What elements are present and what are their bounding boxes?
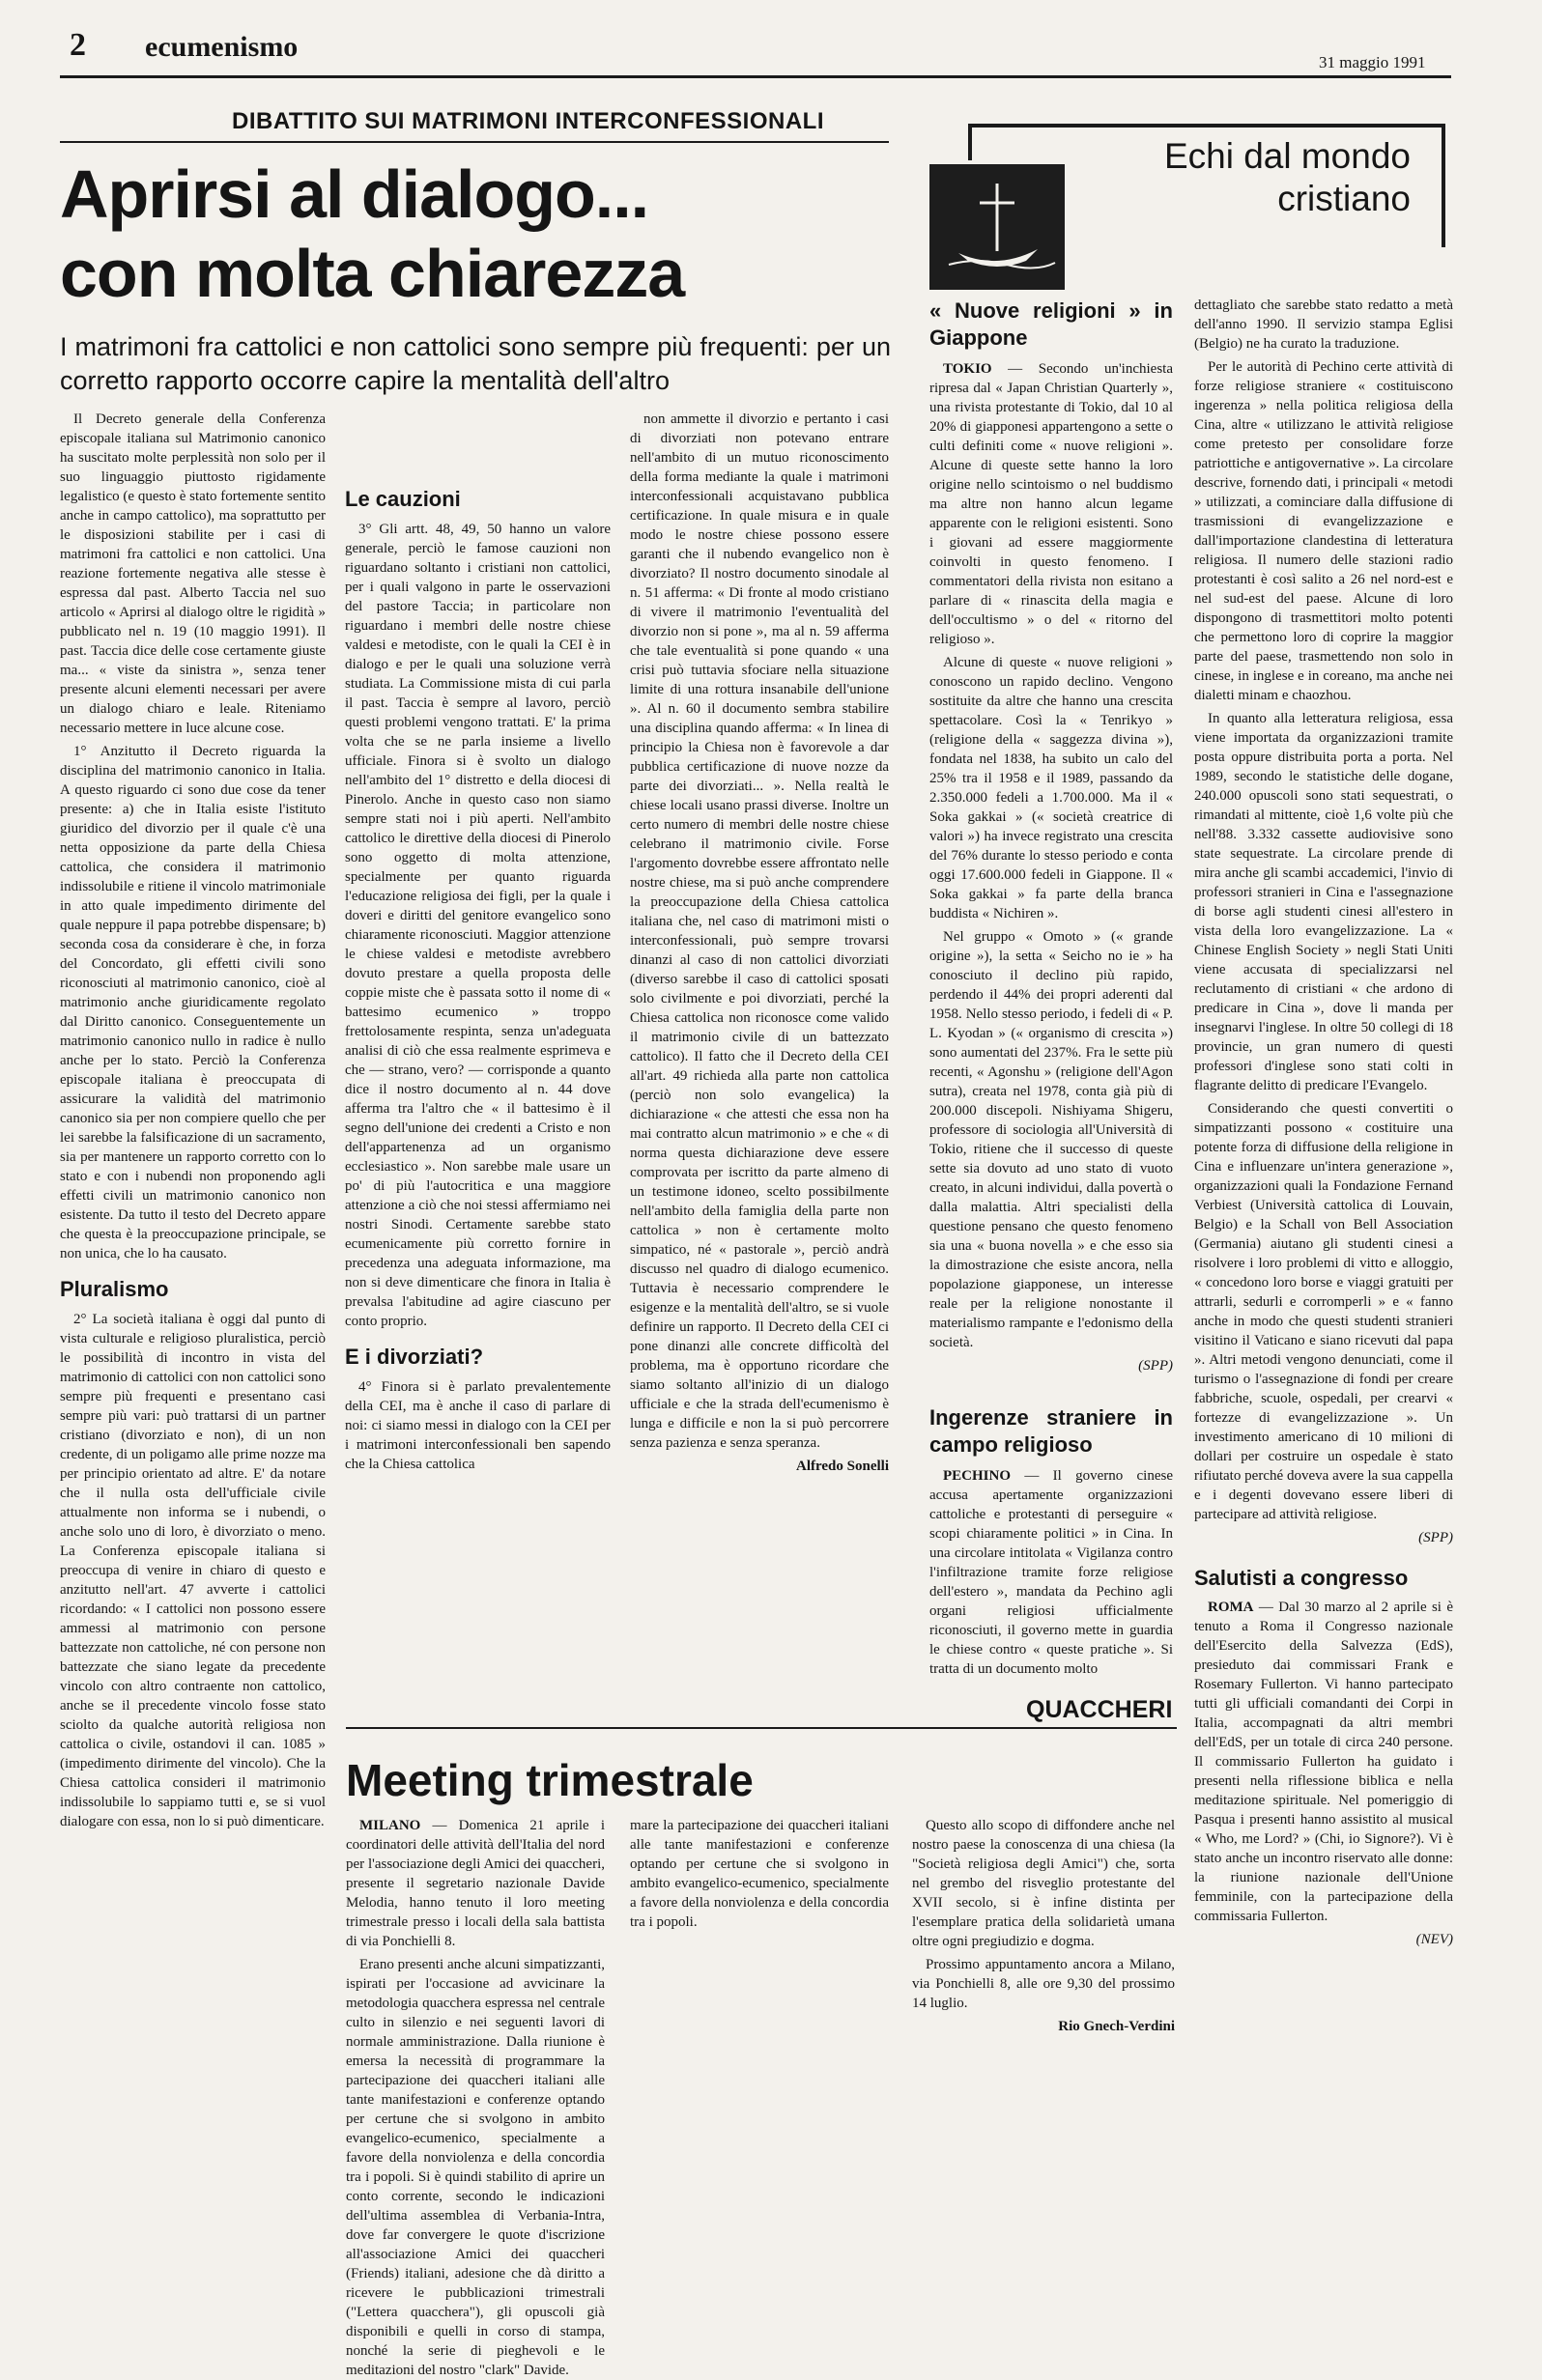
paragraph: mare la partecipazione dei quaccheri italiani alle tante manifestazioni e conferenze optando per certune che si svolgono in ambito evangelico-ecumenico, specialmente a favore della nonviolenza e della concordia tra i popoli. xyxy=(630,1818,889,1930)
echi-title-line-1: Echi dal mondo xyxy=(1163,136,1411,176)
article-subtitle: I matrimoni fra cattolici e non cattolici sono sempre più frequenti: per un corretto rapporto occorre capire la mentalità dell'altro xyxy=(60,332,891,395)
subheading-cauzioni: Le cauzioni xyxy=(345,487,461,511)
paragraph: dettagliato che sarebbe stato redatto a metà dell'anno 1990. Il servizio stampa Eglisi (Belgio) ne ha curato la traduzione. xyxy=(1194,298,1453,352)
paragraph xyxy=(929,1466,1173,1679)
paragraph: 4° Finora si è parlato prevalentemente della CEI, ma è anche il caso di parlare di noi: ci siamo messi in dialogo con la CEI per i matrimoni interconfessionali ben sapendo che la Chiesa cattolica xyxy=(345,1379,611,1472)
giappone-title: « Nuove religioni » in Giappone xyxy=(929,298,1173,350)
paragraph: 1° Anzitutto il Decreto riguarda la disciplina del matrimonio canonico in Italia. A questo riguardo ci sono due cose da tener presente: a) che in Italia esiste l'istituto giuridico del divorzio per il quale c'è una netta opposizione da parte della Chiesa cattolica, che considera il matrimonio indissolubile e ritiene il vincolo matrimoniale in atto quale impedimento dirimente del quale neppure il papa potrebbe dispensare; b) seconda cosa da considerare è che, in forza del Concordato, gli effetti civili sono riconosciuti al matrimonio canonico, cioè al matrimonio anche giuridicamente regolato dal Diritto canonico. Conseguentemente un matrimonio canonico nullo in radice è nullo anche per lo stato. Perciò la Conferenza episcopale italiana è preoccupata di assicurare la validità del matrimonio canonico sia per non compiere quello che per lei sarebbe la falsificazione di un sacramento, sia per mantenere un rapporto corretto con lo stato e con i nubendi non proponendo agli effetti civili un matrimonio canonico non esistente. Da tutto il testo del Decreto appare che questa è la preoccupazione principale, se non unica, che lo ha causato. xyxy=(60,744,326,1261)
article-column-3 xyxy=(630,410,889,1665)
quaccheri-column-1 xyxy=(346,1816,605,2378)
paragraph: 3° Gli artt. 48, 49, 50 hanno un valore generale, perciò le famose cauzioni non riguardano soltanto i cristiani non cattolici, per i quali valgono in parte le osservazioni del pastore Taccia; in particolare non riguardano i membri delle nostre chiese valdesi e metodiste, con le quali la CEI è in dialogo e per le quali una soluzione verrà studiata. La Commissione mista di cui parla il past. Taccia è sempre al lavoro, perciò questi problemi vengono trattati. E' la prima volta che se ne parla insieme a livello ufficiale. Finora si è svolto un dialogo nell'ambito del 1° distretto e della diocesi di Pinerolo. Anche in questo caso non siamo sempre stati noi i più aperti. Nell'ambito cattolico le direttive della diocesi di Pinerolo sono oggetto di molta attenzione, specialmente per quanto riguarda l'educazione religiosa dei figli, per la quale i doveri e diritti del genitore evangelico sono chiaramente riconosciuti. Maggior attenzione le chiese valdesi e metodiste avrebbero dovuto prestare a quella proposta delle coppie miste che è passata sotto il nome di « battesimo ecumenico » troppo frettolosamente respinta, senza un'adeguata analisi di ciò che essa realmente esprimeva e che — strano, vero? — corrisponde a quanto dice il nostro documento al n. 44 dove afferma tra l'altro che « il battesimo è il segno dell'unione dei credenti a Cristo e non dell'appartenenza ad un organismo ecclesiastico ». Non sarebbe male usare un po' di più l'autocritica e una maggiore attenzione a ciò che noi stessi affermiamo nei nostri Sinodi. Certamente sarebbe stato ecumenicamente più corretto fornire in precedenza una adeguata informazione, ma non si deve dimenticare che finora in Italia è prevalsa l'abitudine ad agire ciascuno per conto proprio. xyxy=(345,522,611,1329)
article-kicker: DIBATTITO SUI MATRIMONI INTERCONFESSIONALI xyxy=(232,108,824,134)
giappone-text-1: — Secondo un'inchiesta ripresa dal « Japan Christian Quarterly », una rivista protestante di Tokio, dal 10 al 20% di giapponesi appartengono a sette o culti definiti come « nuove religioni ». Alcune di queste sette hanno la loro origine nello scintoismo o nel buddismo ma altre non hanno alcun legame apparente con le religioni esistenti. Sono i giovani ad essere maggiormente coinvolti in questo fenomeno. I commentatori della rivista non esitano a parlare di « rinascita della magia e dell'occultismo » o del « ritorno del religioso ». xyxy=(929,361,1173,647)
paragraph: Erano presenti anche alcuni simpatizzanti, ispirati per l'occasione ad avvicinare la metodologia quacchera espressa nel centrale culto in silenzio e nei seguenti lavori di normale amministrazione. Dalla riunione è emersa la necessità di programmare la partecipazione dei quaccheri italiani alle tante manifestazioni e conferenze optando per certune che si svolgono in ambito evangelico-ecumenico, specialmente a favore della nonviolenza e della concordia tra i popoli. Si è quindi stabilito di aprire un conto corrente, secondo le indicazioni dell'ultima assemblea di Verbania-Intra, dove far convergere le quote d'iscrizione all'associazione Amici dei quaccheri (Friends) italiani, adesione che dà diritto a ricevere le pubblicazioni trimestrali ("Lettera quacchera"), gli opuscoli già disponibili e quelli in corso di stampa, nonché la serie di pieghevoli e le meditazioni del nostro "clark" Davide. xyxy=(346,1957,605,2378)
paragraph xyxy=(1194,1598,1453,1926)
paragraph: Alcune di queste « nuove religioni » conoscono un rapido declino. Vengono sostituite da altre che hanno una crescita spettacolare. Così la « Tenrikyo » (religione della « saggezza divina »), fondata nel 1838, ha subito un calo del 25% tra il 1958 e il 1989, passando da 2.350.000 fedeli a 1.700.000. Ma il « Soka gakkai » (« società creatrice di valori ») ha invece registrato una crescita del 76% durante lo stesso periodo e conta oggi 17.600.000 fedeli in Giappone. Il « Soka gakkai » fa parte della branca buddista « Nichiren ». xyxy=(929,655,1173,921)
source-tag: (NEV) xyxy=(1415,1932,1453,1947)
quaccheri-title: Meeting trimestrale xyxy=(346,1755,754,1805)
paragraph: Questo allo scopo di diffondere anche nel nostro paese la conoscenza di una chiesa (la "Società religiosa degli Amici") che, sorta nel grembo del risveglio protestante del XVII secolo, si è infine distinta per l'esemplare pratica della solidarietà umana oltre ogni pregiudizio e dogma. xyxy=(912,1818,1175,1949)
title-line-2: con molta chiarezza xyxy=(60,236,685,311)
paragraph: Nel gruppo « Omoto » (« grande origine »), la setta « Seicho no ie » ha conosciuto il declino più rapido, perdendo il 44% dei propri aderenti dal 1958. Nello stesso periodo, i fedeli di « P. L. Kyodan » (« organismo di crescita ») sono aumentati del 237%. Fra le sette più recenti, « Agonshu » (religione dell'Agon sutra), creata nel 1978, conta già più di 200.000 discepoli. Nishiyama Shigeru, professore di sociologia all'Università di Tokio, ritiene che il successo di queste sette sia dovuto ad uno stato di vuoto creato, in alcuni individui, dalla povertà o dalla malattia. Altri specialisti della questione pensano che questo fenomeno sia una « buona novella » e che esso sia la dimostrazione che esiste ancora, nella popolazione giapponese, un interesse reale per la religione nonostante il materialismo rampante e l'edonismo della società. xyxy=(929,929,1173,1350)
ingerenze-title: Ingerenze straniere in campo religioso xyxy=(929,1405,1173,1457)
paragraph xyxy=(346,1816,605,1951)
echi-box-top xyxy=(968,124,1445,128)
page-number: 2 xyxy=(70,27,86,63)
section-title: ecumenismo xyxy=(145,31,299,63)
paragraph: Considerando che questi convertiti o simpatizzanti possono « costituire una potente forza di diffusione della religione in Cina e influenzare un'intera generazione », organizzazioni quali la Fondazione Fernand Verbiest (Università cattolica di Louvain, Belgio) e la Schall von Bell Association (Germania) aiutano gli studenti cinesi a risolvere i loro problemi di vitto e alloggio, « concedono loro borse e viaggi gratuiti per attrarli, sedurli e corromperli » e « fanno anche in modo che questi studenti stranieri visitino il Vaticano e siano ricevuti dal papa ». Altri metodi vengono denunciati, come il turismo o l'assegnazione di fondi per creare fabbriche, scuole, ospedali, per crearvi « fortezze di evangelizzazione ». Un investimento americano di 10 milioni di dollari per costruire un ospedale è stato rifiutato perché doveva avere la sua cappella e i degenti dovevano essere liberi di partecipare ad attività religiose. xyxy=(1194,1101,1453,1522)
dateline-pechino: PECHINO xyxy=(943,1468,1012,1484)
article-title xyxy=(60,155,871,313)
kicker-rule xyxy=(60,141,889,143)
title-line-1: Aprirsi al dialogo... xyxy=(60,156,649,232)
dateline-tokio: TOKIO xyxy=(943,361,992,377)
echi-box-left xyxy=(968,124,972,160)
article-column-1 xyxy=(60,410,326,2119)
dateline-milano: MILANO xyxy=(359,1818,421,1833)
salutisti-text-1: — Dal 30 marzo al 2 aprile si è tenuto a Roma il Congresso nazionale dell'Esercito della Salvezza (EdS), presieduto dai commissari Frank e Rosemary Fullerton. Vi hanno partecipato tutti gli ufficiali comandanti dei Corpi in Italia, accompagnati da altri membri dell'EdS, per un totale di circa 240 persone. Il commissario Fullerton ha guidato i presenti nella riflessione biblica e nella meditazione spirituale. Nel pomeriggio di Pasqua i presenti hanno assistito al musical « Who, me Lord? » (Chi, io Signore?). Vi è stato anche un incontro riservato alle donne: la riunione nazionale dell'Unione femminile, con la partecipazione della commissaria Fullerton. xyxy=(1194,1600,1453,1924)
quaccheri-label: QUACCHERI xyxy=(1026,1696,1173,1723)
paragraph xyxy=(929,359,1173,649)
subheading-pluralismo: Pluralismo xyxy=(60,1277,169,1301)
source-tag: (SPP) xyxy=(1418,1530,1453,1545)
paragraph: non ammette il divorzio e pertanto i casi di divorziati non potevano entrare nell'ambito di un mutuo riconoscimento della forma mediante la quale i matrimoni interconfessionali acquistavano pubblica certificazione. In quale misura e in quale modo le nostre chiese possono essere garanti che il nubendo evangelico non è divorziato? Il nostro documento sinodale al n. 51 afferma: « Di fronte al modo cristiano di vivere il matrimonio l'eventualità del divorzio non si pone », ma al n. 59 afferma che tale eventualità si pone quando « una crisi può tuttavia sfociare nella situazione limite di una rottura insanabile dell'unione ». Al n. 60 il documento sembra stabilire una disciplina quando afferma: « In linea di principio la Chiesa non è favorevole a dar pubblica certificazione di nuove nozze da parte dei divorziati... ». Nella realtà le chiese locali usano prassi diverse. Inoltre un certo numero di membri delle nostre chiese celebrano il matrimonio civile. Forse l'argomento dovrebbe essere affrontato nelle nostre chiese, ma si può anche comprendere la preoccupazione della Chiesa cattolica italiana che, nel caso di matrimoni misti o interconfessionali, può sempre trovarsi dinanzi al caso di non cattolici divorziati (diverso sarebbe il caso di cattolici sposati solo civilmente e poi divorziati, perché la Chiesa cattolica non riconosce come valido il matrimonio civile di un battezzato cattolico). Il fatto che il Decreto della CEI all'art. 49 richieda alla parte non cattolica (perciò non solo evangelica) la dichiarazione « che attesti che essa non ha mai contratto alcun matrimonio » e che « di norma questa dichiarazione deve essere comprovata per iscritto da parte almeno di un testimone idoneo, scelto possibilmente nell'ambito della famiglia della parte non cattolica » non è certamente molto simpatico, né « pastorale », perciò andrà discusso nel quadro di dialogo ecumenico. Tuttavia è necessario comprendere le esigenze e la mentalità dell'altro, se si vuole definire un rapporto. Il Decreto della CEI ci pone dinanzi alle concrete difficoltà del problema, ma è opportuno ricordare che siamo soltanto all'inizio di un dialogo ufficiale e che la strada dell'ecumenismo è lunga e difficile e non la si può percorrere senza pazienza e senza speranza. xyxy=(630,411,889,1451)
header-rule xyxy=(60,75,1451,78)
echi-title-line-2: cristiano xyxy=(1277,179,1411,218)
salutisti-title: Salutisti a congresso xyxy=(1194,1566,1409,1590)
issue-date: 31 maggio 1991 xyxy=(1319,53,1426,71)
echi-column-b xyxy=(1194,296,1453,2111)
paragraph: 2° La società italiana è oggi dal punto di vista culturale e religioso pluralistica, perciò le possibilità di incontro in vista del matrimonio di cattolici con non cattolici sono sempre più frequenti e presentano casi sempre più vari: può trattarsi di un partner cristiano (divorziato e non), di un non credente, di un poligamo alle prime nozze ma per principio orientato ad altre. E' da notare che il nulla osta dell'ufficiale civile attualmente non informa se i nubendi, o anche solo uno di loro, è divorziato o meno. La Conferenza episcopale italiana si preoccupa di venire in chiaro di questo e anzitutto nell'art. 47 avverte i cattolici ricordando: « I cattolici non possono essere ammessi al matrimonio con persone battezzate non cattoliche, né con persone non battezzate che siano legate da precedente vincolo con altro contraente non cattolico, anche se il precedente vincolo fosse stato sciolto da qualche autorità religiosa non cattolica o civile, ostandovi il can. 1085 » (impedimento dirimente del vincolo). Che la Chiesa cattolica consideri il matrimonio indissolubile lo sappiamo tutti e, se si vuol dialogare con essa, non lo si può dimenticare. xyxy=(60,1312,326,1829)
article-signature: Alfredo Sonelli xyxy=(796,1459,889,1474)
echi-box-right xyxy=(1442,124,1445,247)
article-column-2 xyxy=(345,410,611,1665)
ingerenze-text-1: — Il governo cinese accusa apertamente organizzazioni cattoliche e protestanti di perseguire « scopi chiaramente politici » in Cina. In una circolare intitolata « Vigilanza contro l'infiltrazione tramite forze religiose dell'estero », mandata da Pechino agli organi religiosi ufficialmente riconosciuti, il governo mette in guardia le chiese contro « queste pratiche ». Si tratta di un documento molto xyxy=(929,1468,1173,1677)
dateline-roma: ROMA xyxy=(1208,1600,1254,1615)
paragraph: In quanto alla letteratura religiosa, essa viene importata da organizzazioni tramite posta oppure distribuita porta a porta. Nel 1989, secondo le statistiche delle dogane, 240.000 opuscoli sono stati sequestrati, o rimandati al mittente, cioè 1,6 volte più che nell'88. 3.332 cassette audiovisive sono state sequestrate. La circolare prende di mira anche gli scambi accademici, l'invio di professori stranieri in Cina e l'assegnazione di borse agli studenti cinesi all'estero in vista della loro evangelizzazione. La « Chinese English Society » negli Stati Uniti viene accusata di specializzarsi nel reclutamento di cristiani « che ardono di predicare in Cina », dove li manda per insegnarvi l'inglese. In oltre 50 collegi di 18 provincie, un gran numero di questi professori d'inglese sono stati colti in flagrante delitto di predicare l'Evangelo. xyxy=(1194,711,1453,1093)
subheading-divorziati: E i divorziati? xyxy=(345,1345,484,1369)
paragraph: Per le autorità di Pechino certe attività di forze religiose straniere « costituiscono ingerenza » nella politica religiosa della Cina, altre « utilizzano le attività religiose come pretesto per consolidare forze patriottiche e antigovernative ». La circolare descrive, fornendo dati, i principali « metodi » utilizzati, a cominciare dalla diffusione di trasmissioni di evangelizzazione e dall'importazione clandestina di letteratura religiosa. Il numero delle stazioni radio protestanti è così salito a 26 nel nord-est e nel sud-est del paese. Alcune di loro dispongono di trasmettitori molto potenti che permettono loro di coprire la maggior parte del paese, trasmettendo non solo in cinese, in inglese e in coreano, ma anche nei dialetti minam e chaozhou. xyxy=(1194,359,1453,703)
quaccheri-signature: Rio Gnech-Verdini xyxy=(1058,2019,1175,2034)
quaccheri-rule xyxy=(346,1727,1177,1729)
quaccheri-column-3 xyxy=(912,1816,1175,2115)
quaccheri-text-1: — Domenica 21 aprile i coordinatori delle attività dell'Italia del nord per l'associazione degli Amici dei quaccheri, presente il segretario nazionale Davide Melodia, hanno tenuto il loro meeting trimestrale presso i locali della sala battista di via Ponchielli 8. xyxy=(346,1818,605,1949)
boat-cross-logo xyxy=(929,164,1065,290)
paragraph: Prossimo appuntamento ancora a Milano, via Ponchielli 8, alle ore 9,30 del prossimo 14 luglio. xyxy=(912,1957,1175,2011)
paragraph: Il Decreto generale della Conferenza episcopale italiana sul Matrimonio canonico ha suscitato molte perplessità non solo per il suo linguaggio piuttosto rigidamente legalistico (e questo è stato fortemente sentito anche in campo cattolico), ma soprattutto per le disposizioni stabilite per i casi di matrimoni fra cattolici e non cattolici. Una reazione fortemente negativa alle stesse è espressa dal past. Alberto Taccia nel suo articolo « Aprirsi al dialogo oltre le rigidità » pubblicato nel n. 19 (10 maggio 1991). Il past. Taccia dice delle cose certamente giuste ma... « viste da sinistra », senza tener presente alcuni elementi necessari per avere un dialogo chiaro e leale. Riteniamo necessario mettere in luce alcune cose. xyxy=(60,411,326,736)
boat-cross-icon xyxy=(929,164,1065,290)
quaccheri-column-2 xyxy=(630,1816,889,2115)
echi-column-a xyxy=(929,298,1173,1688)
source-tag: (SPP) xyxy=(1138,1358,1173,1374)
